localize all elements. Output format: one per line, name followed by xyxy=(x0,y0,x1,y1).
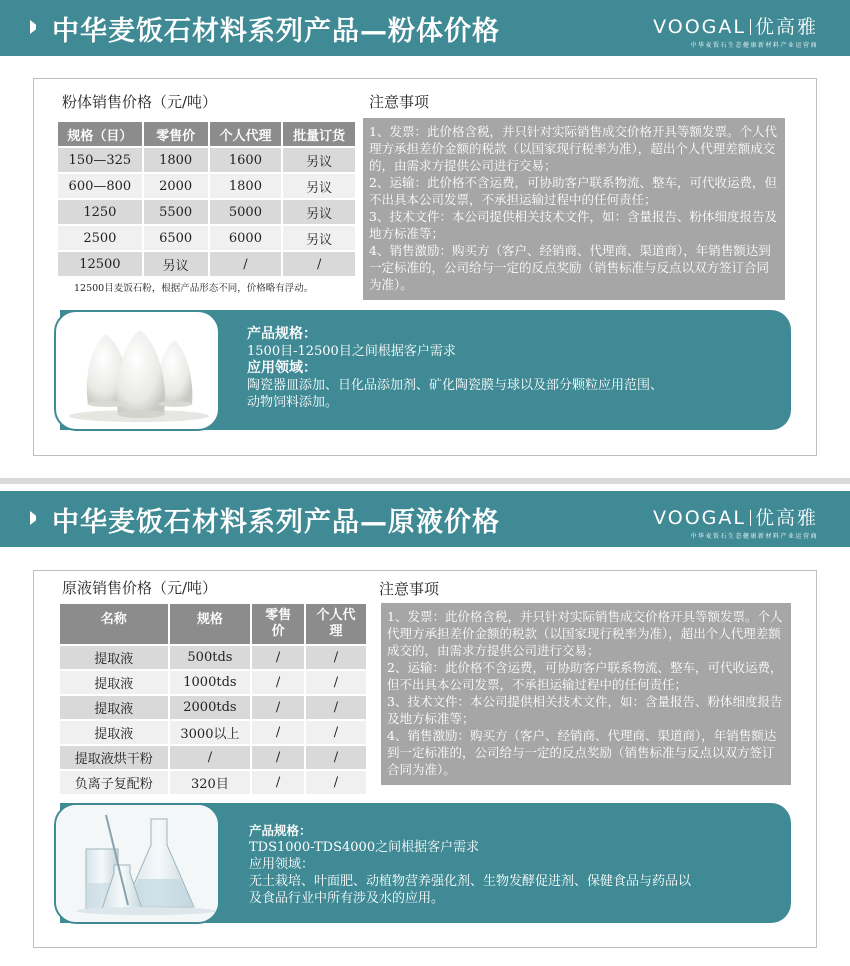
col-header: 个人代理 xyxy=(306,604,366,644)
table-cell: 另议 xyxy=(283,200,355,224)
spec-value: TDS1000-TDS4000之间根据客户需求 xyxy=(249,840,480,855)
section-divider xyxy=(0,478,850,484)
note-item: 2、运输：此价格不含运费，可协助客户联系物流、整车，可代收运费，但不出具本公司发票，不承担运输过程中的任何责任； xyxy=(369,175,777,207)
col-header: 规格 xyxy=(170,604,251,644)
table-cell: / xyxy=(306,646,366,669)
col-header: 名称 xyxy=(60,604,168,644)
table-cell: 5000 xyxy=(210,200,282,224)
note-item: 3、技术文件：本公司提供相关技术文件，如：含量报告、粉体细度报告及地方标准等； xyxy=(387,694,783,726)
table-row xyxy=(58,200,355,224)
table-cell: 1800 xyxy=(210,174,282,198)
table-cell: 另议 xyxy=(283,148,355,172)
company-logo xyxy=(648,12,818,49)
liquid-info-text xyxy=(249,822,699,907)
spec-label: 产品规格： xyxy=(247,326,317,342)
logo-text-en: VOOGAL xyxy=(653,507,746,529)
table-cell: 提取液烘干粉 xyxy=(60,746,168,769)
table-row xyxy=(58,226,355,250)
application-label: 应用领域： xyxy=(249,857,315,872)
spec-value: 1500目-12500目之间根据客户需求 xyxy=(247,344,456,359)
lab-glassware-image xyxy=(56,805,220,924)
table-cell: / xyxy=(252,771,304,794)
powder-info-text xyxy=(247,326,667,411)
powder-product-image xyxy=(54,310,220,431)
table-cell: 12500 xyxy=(58,252,142,276)
powder-notes-heading: 注意事项 xyxy=(369,93,430,111)
powder-piles-image xyxy=(56,312,220,431)
col-header: 零售价 xyxy=(252,604,304,644)
application-label: 应用领域： xyxy=(247,360,317,376)
logo-text-cn: 优高雅 xyxy=(754,16,818,38)
liquid-price-table xyxy=(58,602,368,796)
table-cell: 1800 xyxy=(144,148,208,172)
table-cell: / xyxy=(306,671,366,694)
note-item: 1、发票：此价格含税，并只针对实际销售成交价格开具等额发票。个人代理方承担差价金额的税款（以国家现行税率为准），超出个人代理差额成交的，由需求方提供公司进行交易； xyxy=(387,609,783,658)
col-header: 个人代理 xyxy=(210,122,282,146)
table-cell: / xyxy=(252,721,304,744)
table-row xyxy=(60,671,366,694)
col-header: 规格（目） xyxy=(58,122,142,146)
spec-label: 产品规格： xyxy=(249,823,312,838)
table-cell: / xyxy=(252,671,304,694)
table-cell: 1600 xyxy=(210,148,282,172)
table-cell: / xyxy=(170,746,251,769)
banner-title: 中华麦饭石材料系列产品—原液价格 xyxy=(52,507,500,538)
table-cell: 2000tds xyxy=(170,696,251,719)
application-value: 无土栽培、叶面肥、动植物营养强化剂、生物发酵促进剂、保健食品与药品以及食品行业中所有涉及水的应用。 xyxy=(249,874,692,906)
application-value: 陶瓷器皿添加、日化品添加剂、矿化陶瓷膜与球以及部分颗粒应用范围、动物饲料添加。 xyxy=(247,378,664,410)
table-cell: 320目 xyxy=(170,771,251,794)
liquid-table-heading: 原液销售价格（元/吨） xyxy=(62,579,218,597)
liquid-notes-heading: 注意事项 xyxy=(379,580,440,598)
table-cell: / xyxy=(306,721,366,744)
col-header: 批量订货 xyxy=(283,122,355,146)
table-row xyxy=(60,771,366,794)
liquid-notes-box xyxy=(381,603,791,785)
note-item: 2、运输：此价格不含运费，可协助客户联系物流、整车，可代收运费，但不出具本公司发票，不承担运输过程中的任何责任； xyxy=(387,660,783,692)
note-item: 3、技术文件：本公司提供相关技术文件，如：含量报告、粉体细度报告及地方标准等； xyxy=(369,209,777,241)
banner-title: 中华麦饭石材料系列产品—粉体价格 xyxy=(52,16,500,47)
table-cell: / xyxy=(306,746,366,769)
table-cell: 提取液 xyxy=(60,646,168,669)
table-cell: / xyxy=(283,252,355,276)
table-cell: / xyxy=(252,696,304,719)
table-cell: 5500 xyxy=(144,200,208,224)
table-cell: 另议 xyxy=(283,226,355,250)
logo-tagline: 中华麦饭石生态健康新材料产业运营商 xyxy=(690,42,818,49)
table-cell: 另议 xyxy=(283,174,355,198)
table-cell: 150—325 xyxy=(58,148,142,172)
table-cell: 500tds xyxy=(170,646,251,669)
logo-text-cn: 优高雅 xyxy=(754,507,818,529)
table-cell: / xyxy=(252,746,304,769)
table-row xyxy=(60,696,366,719)
banner-liquid xyxy=(0,491,850,547)
table-cell: / xyxy=(306,771,366,794)
liquid-product-image xyxy=(54,803,220,924)
powder-notes-box xyxy=(363,118,785,300)
table-cell: / xyxy=(210,252,282,276)
powder-table-heading: 粉体销售价格（元/吨） xyxy=(62,93,218,111)
table-cell: 2500 xyxy=(58,226,142,250)
table-row xyxy=(58,174,355,198)
note-item: 1、发票：此价格含税，并只针对实际销售成交价格开具等额发票。个人代理方承担差价金额的税款（以国家现行税率为准），超出个人代理差额成交的，由需求方提供公司进行交易； xyxy=(369,124,777,173)
table-cell: 提取液 xyxy=(60,721,168,744)
table-cell: 提取液 xyxy=(60,696,168,719)
table-cell: 6000 xyxy=(210,226,282,250)
table-row xyxy=(58,252,355,276)
table-cell: / xyxy=(306,696,366,719)
company-logo xyxy=(648,503,818,540)
table-cell: 另议 xyxy=(144,252,208,276)
table-row xyxy=(60,721,366,744)
table-cell: 1250 xyxy=(58,200,142,224)
table-row xyxy=(60,746,366,769)
table-cell: 2000 xyxy=(144,174,208,198)
table-cell: 负离子复配粉 xyxy=(60,771,168,794)
table-row xyxy=(58,148,355,172)
table-cell: 600—800 xyxy=(58,174,142,198)
logo-tagline: 中华麦饭石生态健康新材料产业运营商 xyxy=(690,533,818,540)
powder-table-note: 12500目麦饭石粉，根据产品形态不同，价格略有浮动。 xyxy=(74,283,314,294)
table-cell: 提取液 xyxy=(60,671,168,694)
col-header: 零售价 xyxy=(144,122,208,146)
table-row xyxy=(60,646,366,669)
banner-powder xyxy=(0,0,850,56)
logo-text-en: VOOGAL xyxy=(653,16,746,38)
table-cell: / xyxy=(252,646,304,669)
powder-price-table xyxy=(56,120,357,278)
note-item: 4、销售激励：购买方（客户、经销商、代理商、渠道商），年销售额达到一定标准的，公司给与一定的反点奖励（销售标准与反点以双方签订合同为准）。 xyxy=(369,243,771,292)
table-cell: 6500 xyxy=(144,226,208,250)
table-cell: 3000以上 xyxy=(170,721,251,744)
note-item: 4、销售激励：购买方（客户、经销商、代理商、渠道商），年销售额达到一定标准的，公司给与一定的反点奖励（销售标准与反点以双方签订合同为准）。 xyxy=(387,728,777,777)
table-cell: 1000tds xyxy=(170,671,251,694)
